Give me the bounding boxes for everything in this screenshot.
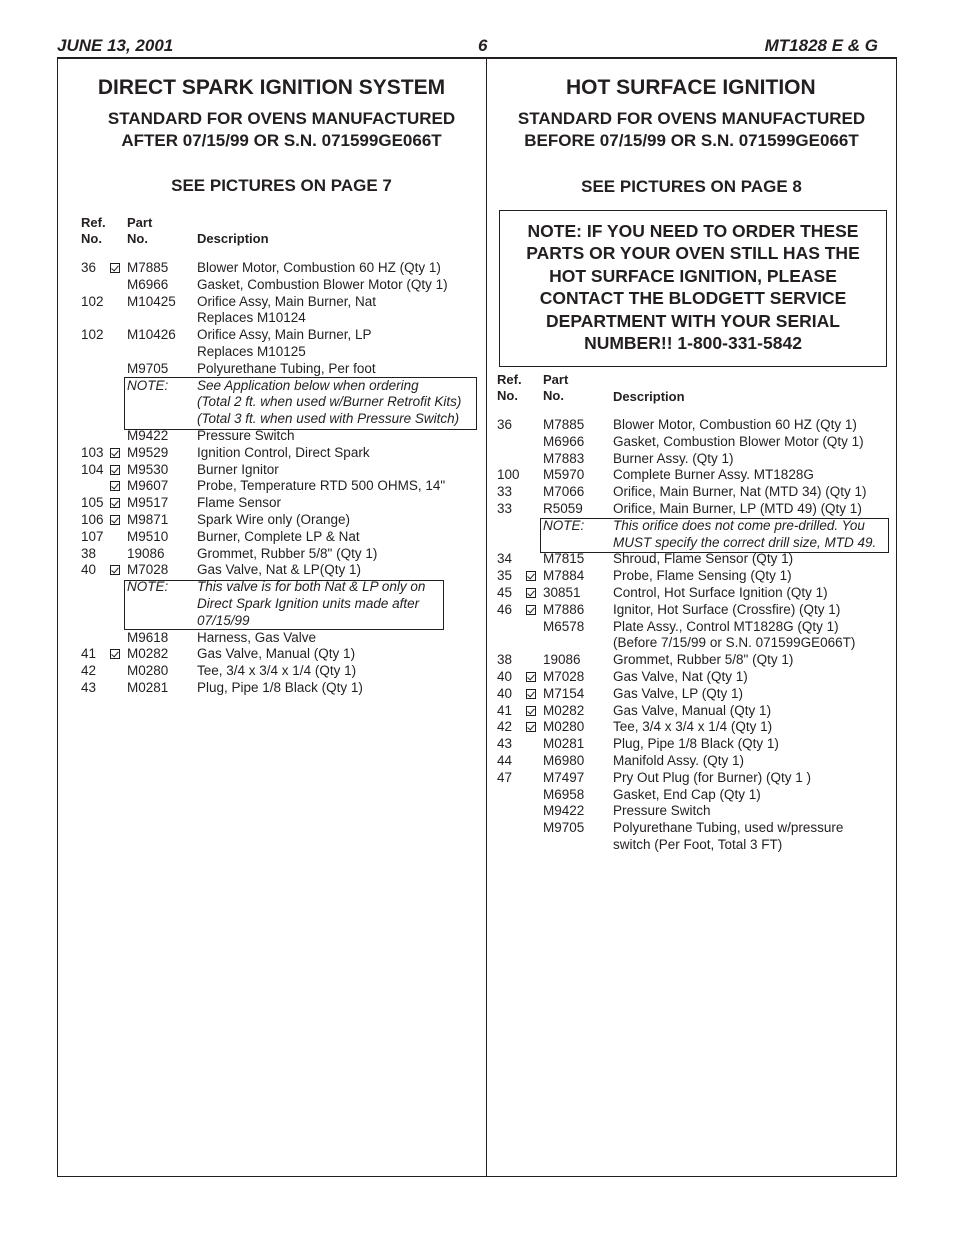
left-col-ref-line2: No.: [81, 231, 102, 246]
part-number: M0280: [127, 663, 169, 679]
part-number: M0280: [543, 719, 585, 735]
part-description: Blower Motor, Combustion 60 HZ (Qty 1): [613, 417, 857, 432]
header-page-number: 6: [478, 36, 488, 55]
part-description: Tee, 3/4 x 3/4 x 1/4 (Qty 1): [613, 719, 773, 735]
part-description: Shroud, Flame Sensor (Qty 1): [613, 551, 794, 567]
ref-number: 44: [497, 753, 513, 768]
note-label: NOTE:: [127, 579, 169, 595]
ref-number: 47: [497, 769, 513, 785]
part-number: M7154: [543, 685, 585, 701]
part-number: M7883: [543, 450, 585, 466]
part-number: 19086: [127, 545, 165, 561]
ref-number: 41: [81, 646, 97, 662]
part-description: Orifice Assy, Main Burner, LP: [197, 327, 372, 343]
checkbox-icon: [526, 605, 536, 615]
part-row: [0, 434, 954, 451]
part-description: Burner Assy. (Qty 1): [613, 450, 734, 466]
left-col-part-header: [127, 215, 152, 247]
part-row: [0, 787, 954, 804]
part-row: [0, 703, 954, 720]
ref-number: 46: [497, 601, 513, 617]
left-subtitle-line2: AFTER 07/15/99 OR S.N. 071599GE066T: [121, 131, 442, 150]
part-description: Polyurethane Tubing, Per foot: [197, 360, 376, 376]
left-col-ref-line1: Ref.: [81, 215, 106, 230]
left-section-title: DIRECT SPARK IGNITION SYSTEM: [97, 76, 446, 99]
ref-number: 43: [497, 736, 513, 752]
part-number: M6966: [543, 433, 585, 449]
part-number: M9705: [127, 360, 169, 376]
part-description: Grommet, Rubber 5/8" (Qty 1): [197, 545, 378, 561]
part-row: [0, 770, 954, 787]
part-number: M10426: [127, 327, 176, 343]
ref-number: 105: [81, 495, 104, 511]
part-number: M0282: [543, 702, 585, 718]
ref-number: 42: [81, 663, 97, 679]
part-number: 30851: [543, 585, 581, 600]
part-description: (Before 7/15/99 or S.N. 071599GE066T): [613, 635, 856, 651]
notice-line: NUMBER!! 1-800-331-5842: [584, 333, 802, 354]
part-description: Gasket, End Cap (Qty 1): [613, 786, 761, 802]
ref-number: 36: [497, 417, 513, 432]
ref-number: 38: [497, 652, 513, 668]
part-row: [0, 820, 954, 837]
checkbox-icon: [526, 706, 536, 716]
header-model: MT1828 E & G: [764, 36, 878, 55]
part-row: [0, 417, 954, 434]
right-section-subtitle: [486, 108, 897, 152]
right-subtitle-line1: STANDARD FOR OVENS MANUFACTURED: [517, 109, 866, 128]
notice-line: DEPARTMENT WITH YOUR SERIAL: [546, 310, 840, 331]
part-number: M9871: [127, 512, 169, 527]
part-number: R5059: [543, 501, 583, 516]
right-col-ref-line1: Ref.: [497, 372, 522, 387]
part-number: M7886: [543, 601, 585, 617]
notice-line: CONTACT THE BLODGETT SERVICE: [539, 288, 847, 309]
part-description: Control, Hot Surface Ignition (Qty 1): [613, 585, 828, 600]
notice-line: HOT SURFACE IGNITION, PLEASE: [549, 265, 837, 286]
part-description: Plug, Pipe 1/8 Black (Qty 1): [613, 736, 779, 752]
note-text: This orifice does not come pre-drilled. You: [613, 517, 865, 533]
note-text: See Application below when ordering: [197, 377, 419, 393]
part-row: [0, 585, 954, 602]
part-number: M7028: [543, 669, 585, 684]
note-label: NOTE:: [127, 377, 169, 393]
part-number: M7497: [543, 769, 585, 785]
part-number: M5970: [543, 467, 585, 483]
left-section-subtitle: [57, 108, 506, 152]
part-number: M9529: [127, 444, 169, 460]
part-row: [0, 602, 954, 619]
part-description: Grommet, Rubber 5/8" (Qty 1): [613, 652, 794, 668]
part-row: [0, 551, 954, 568]
part-row: [0, 501, 954, 518]
ref-number: 45: [497, 585, 513, 600]
right-subtitle-line2: BEFORE 07/15/99 OR S.N. 071599GE066T: [524, 131, 859, 150]
part-row: [0, 652, 954, 669]
ref-number: 34: [497, 551, 513, 567]
part-number: M6958: [543, 786, 585, 802]
part-number: M7885: [543, 417, 585, 432]
part-number: M7066: [543, 484, 585, 500]
left-col-desc-header: Description: [197, 231, 269, 246]
header-date: JUNE 13, 2001: [57, 36, 174, 55]
part-number: M6980: [543, 753, 585, 768]
ref-number: 40: [497, 685, 513, 701]
part-description: Manifold Assy. (Qty 1): [613, 753, 745, 768]
part-row: [0, 837, 954, 854]
part-description: Replaces M10124: [197, 310, 306, 326]
left-col-part-line1: Part: [127, 215, 153, 230]
part-description: Gas Valve, Nat (Qty 1): [613, 669, 748, 684]
part-row: [0, 568, 954, 585]
right-col-part-header: [543, 372, 568, 404]
part-number: M9607: [127, 478, 169, 494]
ref-number: 33: [497, 484, 513, 500]
right-section-title: HOT SURFACE IGNITION: [566, 76, 816, 99]
ref-number: 41: [497, 702, 513, 718]
ref-number: 42: [497, 719, 513, 735]
left-see-pictures: SEE PICTURES ON PAGE 7: [171, 176, 392, 195]
part-description: Orifice, Main Burner, Nat (MTD 34) (Qty 1): [613, 484, 867, 500]
right-col-part-line2: No.: [543, 388, 564, 403]
part-description: Gas Valve, LP (Qty 1): [613, 685, 744, 701]
part-description: Probe, Flame Sensing (Qty 1): [613, 568, 792, 584]
note-text: This valve is for both Nat & LP only on: [197, 579, 426, 595]
checkbox-icon: [526, 722, 536, 732]
part-description: Complete Burner Assy. MT1828G: [613, 467, 814, 483]
part-description: Pressure Switch: [197, 428, 295, 443]
part-row: [0, 635, 954, 652]
left-col-part-line2: No.: [127, 231, 148, 246]
right-note-box-orifice: [540, 518, 889, 553]
ref-number: 104: [81, 461, 104, 477]
ref-number: 107: [81, 528, 104, 544]
part-description: Probe, Temperature RTD 500 OHMS, 14": [197, 478, 446, 494]
left-col-ref-header: [81, 215, 106, 247]
note-label: NOTE:: [543, 517, 585, 533]
part-description: switch (Per Foot, Total 3 FT): [613, 837, 783, 852]
part-number: M7028: [127, 562, 169, 578]
ref-number: 36: [81, 260, 97, 275]
right-col-desc-header: Description: [613, 389, 685, 404]
part-row: [0, 619, 954, 636]
part-description: Plug, Pipe 1/8 Black (Qty 1): [197, 680, 363, 695]
part-number: M7884: [543, 568, 585, 584]
part-row: [0, 736, 954, 753]
part-description: Gas Valve, Manual (Qty 1): [197, 646, 356, 662]
part-description: Harness, Gas Valve: [197, 629, 317, 645]
part-description: Orifice, Main Burner, LP (MTD 49) (Qty 1): [613, 501, 862, 516]
part-description: Spark Wire only (Orange): [197, 512, 351, 527]
checkbox-icon: [526, 588, 536, 598]
part-description: Burner, Complete LP & Nat: [197, 528, 360, 544]
part-number: M7885: [127, 260, 169, 275]
ref-number: 102: [81, 327, 104, 343]
note-text: (Total 2 ft. when used w/Burner Retrofit Kits): [197, 394, 462, 410]
part-description: Flame Sensor: [197, 495, 282, 511]
right-col-part-line1: Part: [543, 372, 569, 387]
part-number: 19086: [543, 652, 581, 668]
right-col-ref-line2: No.: [497, 388, 518, 403]
part-description: Plate Assy., Control MT1828G (Qty 1): [613, 618, 839, 634]
part-number: M0282: [127, 646, 169, 662]
part-number: M7815: [543, 551, 585, 567]
ref-number: 106: [81, 512, 104, 527]
part-description: Gasket, Combustion Blower Motor (Qty 1): [197, 276, 448, 292]
checkbox-icon: [110, 263, 120, 273]
part-number: M0281: [127, 680, 169, 695]
part-description: Orifice Assy, Main Burner, Nat: [197, 293, 377, 309]
checkbox-icon: [526, 672, 536, 682]
notice-line: NOTE: IF YOU NEED TO ORDER THESE: [527, 221, 859, 241]
ref-number: 100: [497, 467, 520, 483]
part-description: Gas Valve, Manual (Qty 1): [613, 702, 772, 718]
part-description: Blower Motor, Combustion 60 HZ (Qty 1): [197, 260, 441, 275]
ref-number: 43: [81, 680, 97, 695]
ref-number: 102: [81, 293, 104, 309]
part-number: M9422: [543, 803, 585, 819]
ref-number: 103: [81, 444, 104, 460]
part-number: M9422: [127, 428, 169, 443]
part-number: M9510: [127, 528, 169, 544]
checkbox-icon: [526, 571, 536, 581]
ref-number: 40: [497, 669, 513, 684]
part-row: [0, 803, 954, 820]
left-subtitle-line1: STANDARD FOR OVENS MANUFACTURED: [107, 109, 456, 128]
part-row: [0, 451, 954, 468]
ref-number: 33: [497, 501, 513, 516]
part-row: [0, 484, 954, 501]
note-text: Direct Spark Ignition units made after: [197, 596, 420, 611]
part-row: [0, 686, 954, 703]
part-description: Ignition Control, Direct Spark: [197, 444, 370, 460]
part-number: M6578: [543, 618, 585, 634]
part-description: Replaces M10125: [197, 344, 306, 359]
note-text: MUST specify the correct drill size, MTD 49.: [613, 534, 877, 550]
part-description: Polyurethane Tubing, used w/pressure: [613, 820, 844, 836]
part-number: M9705: [543, 820, 585, 836]
note-text: (Total 3 ft. when used with Pressure Switch): [197, 411, 460, 427]
part-description: Gas Valve, Nat & LP(Qty 1): [197, 562, 362, 578]
part-description: Pressure Switch: [613, 803, 711, 819]
ref-number: 40: [81, 562, 97, 578]
part-description: Tee, 3/4 x 3/4 x 1/4 (Qty 1): [197, 663, 357, 679]
part-description: Pry Out Plug (for Burner) (Qty 1 ): [613, 769, 812, 785]
notice-line: PARTS OR YOUR OVEN STILL HAS THE: [526, 243, 860, 264]
part-number: M9517: [127, 495, 169, 511]
right-see-pictures: SEE PICTURES ON PAGE 8: [581, 177, 802, 196]
ref-number: 35: [497, 568, 513, 584]
part-row: [0, 753, 954, 770]
part-description: Gasket, Combustion Blower Motor (Qty 1): [613, 433, 864, 449]
part-number: M0281: [543, 736, 585, 752]
part-description: Ignitor, Hot Surface (Crossfire) (Qty 1): [613, 601, 841, 617]
part-row: [0, 467, 954, 484]
part-number: M10425: [127, 293, 176, 309]
checkbox-icon: [526, 689, 536, 699]
note-text: 07/15/99: [197, 612, 250, 628]
part-number: M9618: [127, 629, 169, 645]
ref-number: 38: [81, 545, 97, 561]
part-description: Burner Ignitor: [197, 461, 279, 477]
part-row: [0, 719, 954, 736]
part-number: M9530: [127, 461, 169, 477]
part-number: M6966: [127, 276, 169, 292]
part-row: [0, 669, 954, 686]
service-contact-notice: [499, 210, 887, 367]
right-col-ref-header: [497, 372, 522, 404]
